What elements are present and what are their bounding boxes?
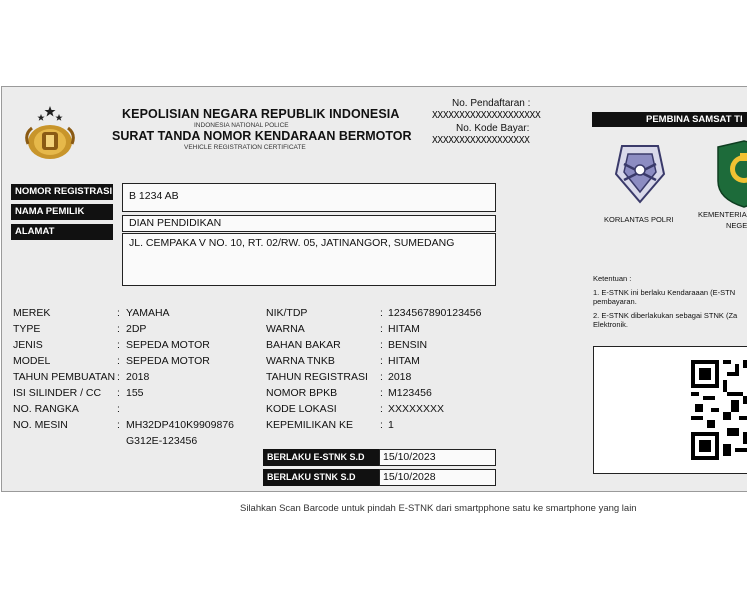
field-label-no-rangka: NO. RANGKA [13,403,79,415]
field-value-no-mesin: MH32DP410K9909876 [126,419,234,431]
korlantas-label: KORLANTAS POLRI [604,215,674,224]
field-value-type: 2DP [126,323,147,335]
field-value-model: SEPEDA MOTOR [126,355,210,367]
nama-pemilik-label: NAMA PEMILIK [11,204,113,220]
berlaku-stnk-label: BERLAKU STNK S.D [263,469,379,486]
berlaku-stnk-date: 15/10/2028 [379,469,496,486]
ketentuan-rule-2a: 2. E-STNK diberlakukan sebagai STNK (Za [593,311,738,320]
kementerian-logo-icon [714,139,747,209]
field-value-tahun-pembuatan: 2018 [126,371,150,383]
field-label-no-mesin: NO. MESIN [13,419,68,431]
subtitle-stnk: VEHICLE REGISTRATION CERTIFICATE [184,144,306,151]
no-pendaftaran-label: No. Pendaftaran : [452,98,531,109]
stnk-card: KEPOLISIAN NEGARA REPUBLIK INDONESIA INDONESIA NATIONAL POLICE SURAT TANDA NOMOR KENDARAAN BERMOTOR VEHICLE REGISTRATION CERTIFICATE No. Pendaftaran : XXXXXXXXXXXXXXXXXXXX No. Kode Bayar: XXXXXXXXXXXXXXXXXX NOMOR REGISTRASI NAMA PEMILIK ALAMAT B 1234 AB DIAN PENDIDIKAN JL. CEMPAKA V NO. 10, RT. 02/RW. 05, JATINANGOR, SUMEDANG MEREK : YAMAHA TYPE : 2DP JENIS : SEPEDA MOTOR MODEL : SEPEDA MOTOR TAHUN PEMBUATAN : 2018 ISI SILINDER / CC : 155 NO. RANGKA : NO. MESIN : MH32DP410K9909876 G312E-123456 NIK/TDP : 1234567890123456 WARNA : HITAM BAHAN BAKAR : BENSIN WARNA TNKB : HITAM TAHUN REGISTRASI : 2018 NOMOR BPKB : M123456 KODE LOKASI : XXXXXXXX KEPEMILIKAN KE : 1 BERLAKU E-STNK S.D 15/10/2023 BERLAKU STNK S.D 15/10/2028 PEMBINA SAMSAT TI KORLANTAS POLRI KEMENTERIA NEGE Ketentuan : 1. E-STNK ini berlaku Kendaraaan (E-STN pembayaran. 2. E-STNK diberlakukan sebagai STNK (Za Elektronik. [1,86,747,492]
no-kode-bayar-value: XXXXXXXXXXXXXXXXXX [432,135,530,146]
field-label-isi-silinder: ISI SILINDER / CC [13,387,102,399]
no-kode-bayar-label: No. Kode Bayar: [456,123,530,134]
field-label-tahun-pembuatan: TAHUN PEMBUATAN [13,371,116,383]
no-pendaftaran-value: XXXXXXXXXXXXXXXXXXXX [432,110,541,121]
alamat-value: JL. CEMPAKA V NO. 10, RT. 02/RW. 05, JATINANGOR, SUMEDANG [122,233,496,286]
field-label-model: MODEL [13,355,51,367]
alamat-label: ALAMAT [11,224,113,240]
nomor-registrasi-label: NOMOR REGISTRASI [11,184,113,200]
field-label-type: TYPE [13,323,41,335]
field-value-nik: 1234567890123456 [388,307,482,319]
title-stnk: SURAT TANDA NOMOR KENDARAAN BERMOTOR [112,129,412,143]
field-value-bahan-bakar: BENSIN [388,339,428,351]
field-value-warna-tnkb: HITAM [388,355,420,367]
field-label-merek: MEREK [13,307,51,319]
ketentuan-rule-2b: Elektronik. [593,320,629,329]
field-value-warna: HITAM [388,323,420,335]
field-value-merek: YAMAHA [126,307,170,319]
berlaku-estnk-label: BERLAKU E-STNK S.D [263,449,379,466]
pembina-samsat-bar: PEMBINA SAMSAT TI [592,112,747,127]
field-label-tahun-registrasi: TAHUN REGISTRASI [266,371,368,383]
kementerian-label-2: NEGE [726,221,747,230]
ketentuan-rule-1b: pembayaran. [593,297,637,306]
field-label-kode-lokasi: KODE LOKASI [266,403,337,415]
berlaku-estnk-date: 15/10/2023 [379,449,496,466]
field-label-nomor-bpkb: NOMOR BPKB [266,387,338,399]
field-label-jenis: JENIS [13,339,43,351]
field-value-jenis: SEPEDA MOTOR [126,339,210,351]
police-emblem-icon [22,104,78,162]
field-label-nik: NIK/TDP [266,307,308,319]
korlantas-logo-icon [608,140,672,206]
nomor-registrasi-value: B 1234 AB [122,183,496,212]
qr-code-icon[interactable] [691,360,747,460]
field-value-isi-silinder: 155 [126,387,144,399]
kementerian-label-1: KEMENTERIA [698,210,747,219]
nama-pemilik-value: DIAN PENDIDIKAN [122,215,496,232]
field-value-tahun-registrasi: 2018 [388,371,412,383]
field-label-warna-tnkb: WARNA TNKB [266,355,335,367]
subtitle-police: INDONESIA NATIONAL POLICE [194,122,289,129]
field-value-nomor-bpkb: M123456 [388,387,432,399]
field-value-kode-lokasi: XXXXXXXX [388,403,445,415]
qr-code-frame [593,346,747,474]
field-value-kepemilikan: 1 [388,419,394,431]
field-label-bahan-bakar: BAHAN BAKAR [266,339,341,351]
field-label-warna: WARNA [266,323,305,335]
title-police: KEPOLISIAN NEGARA REPUBLIK INDONESIA [122,107,400,121]
field-label-kepemilikan: KEPEMILIKAN KE [266,419,353,431]
ketentuan-rule-1a: 1. E-STNK ini berlaku Kendaraaan (E-STN [593,288,736,297]
scan-instruction-caption: Silahkan Scan Barcode untuk pindah E-STNK dari smartpphone satu ke smartphone yang lain [240,503,637,514]
field-value-no-mesin-line2: G312E-123456 [126,435,198,447]
ketentuan-title: Ketentuan : [593,274,632,283]
